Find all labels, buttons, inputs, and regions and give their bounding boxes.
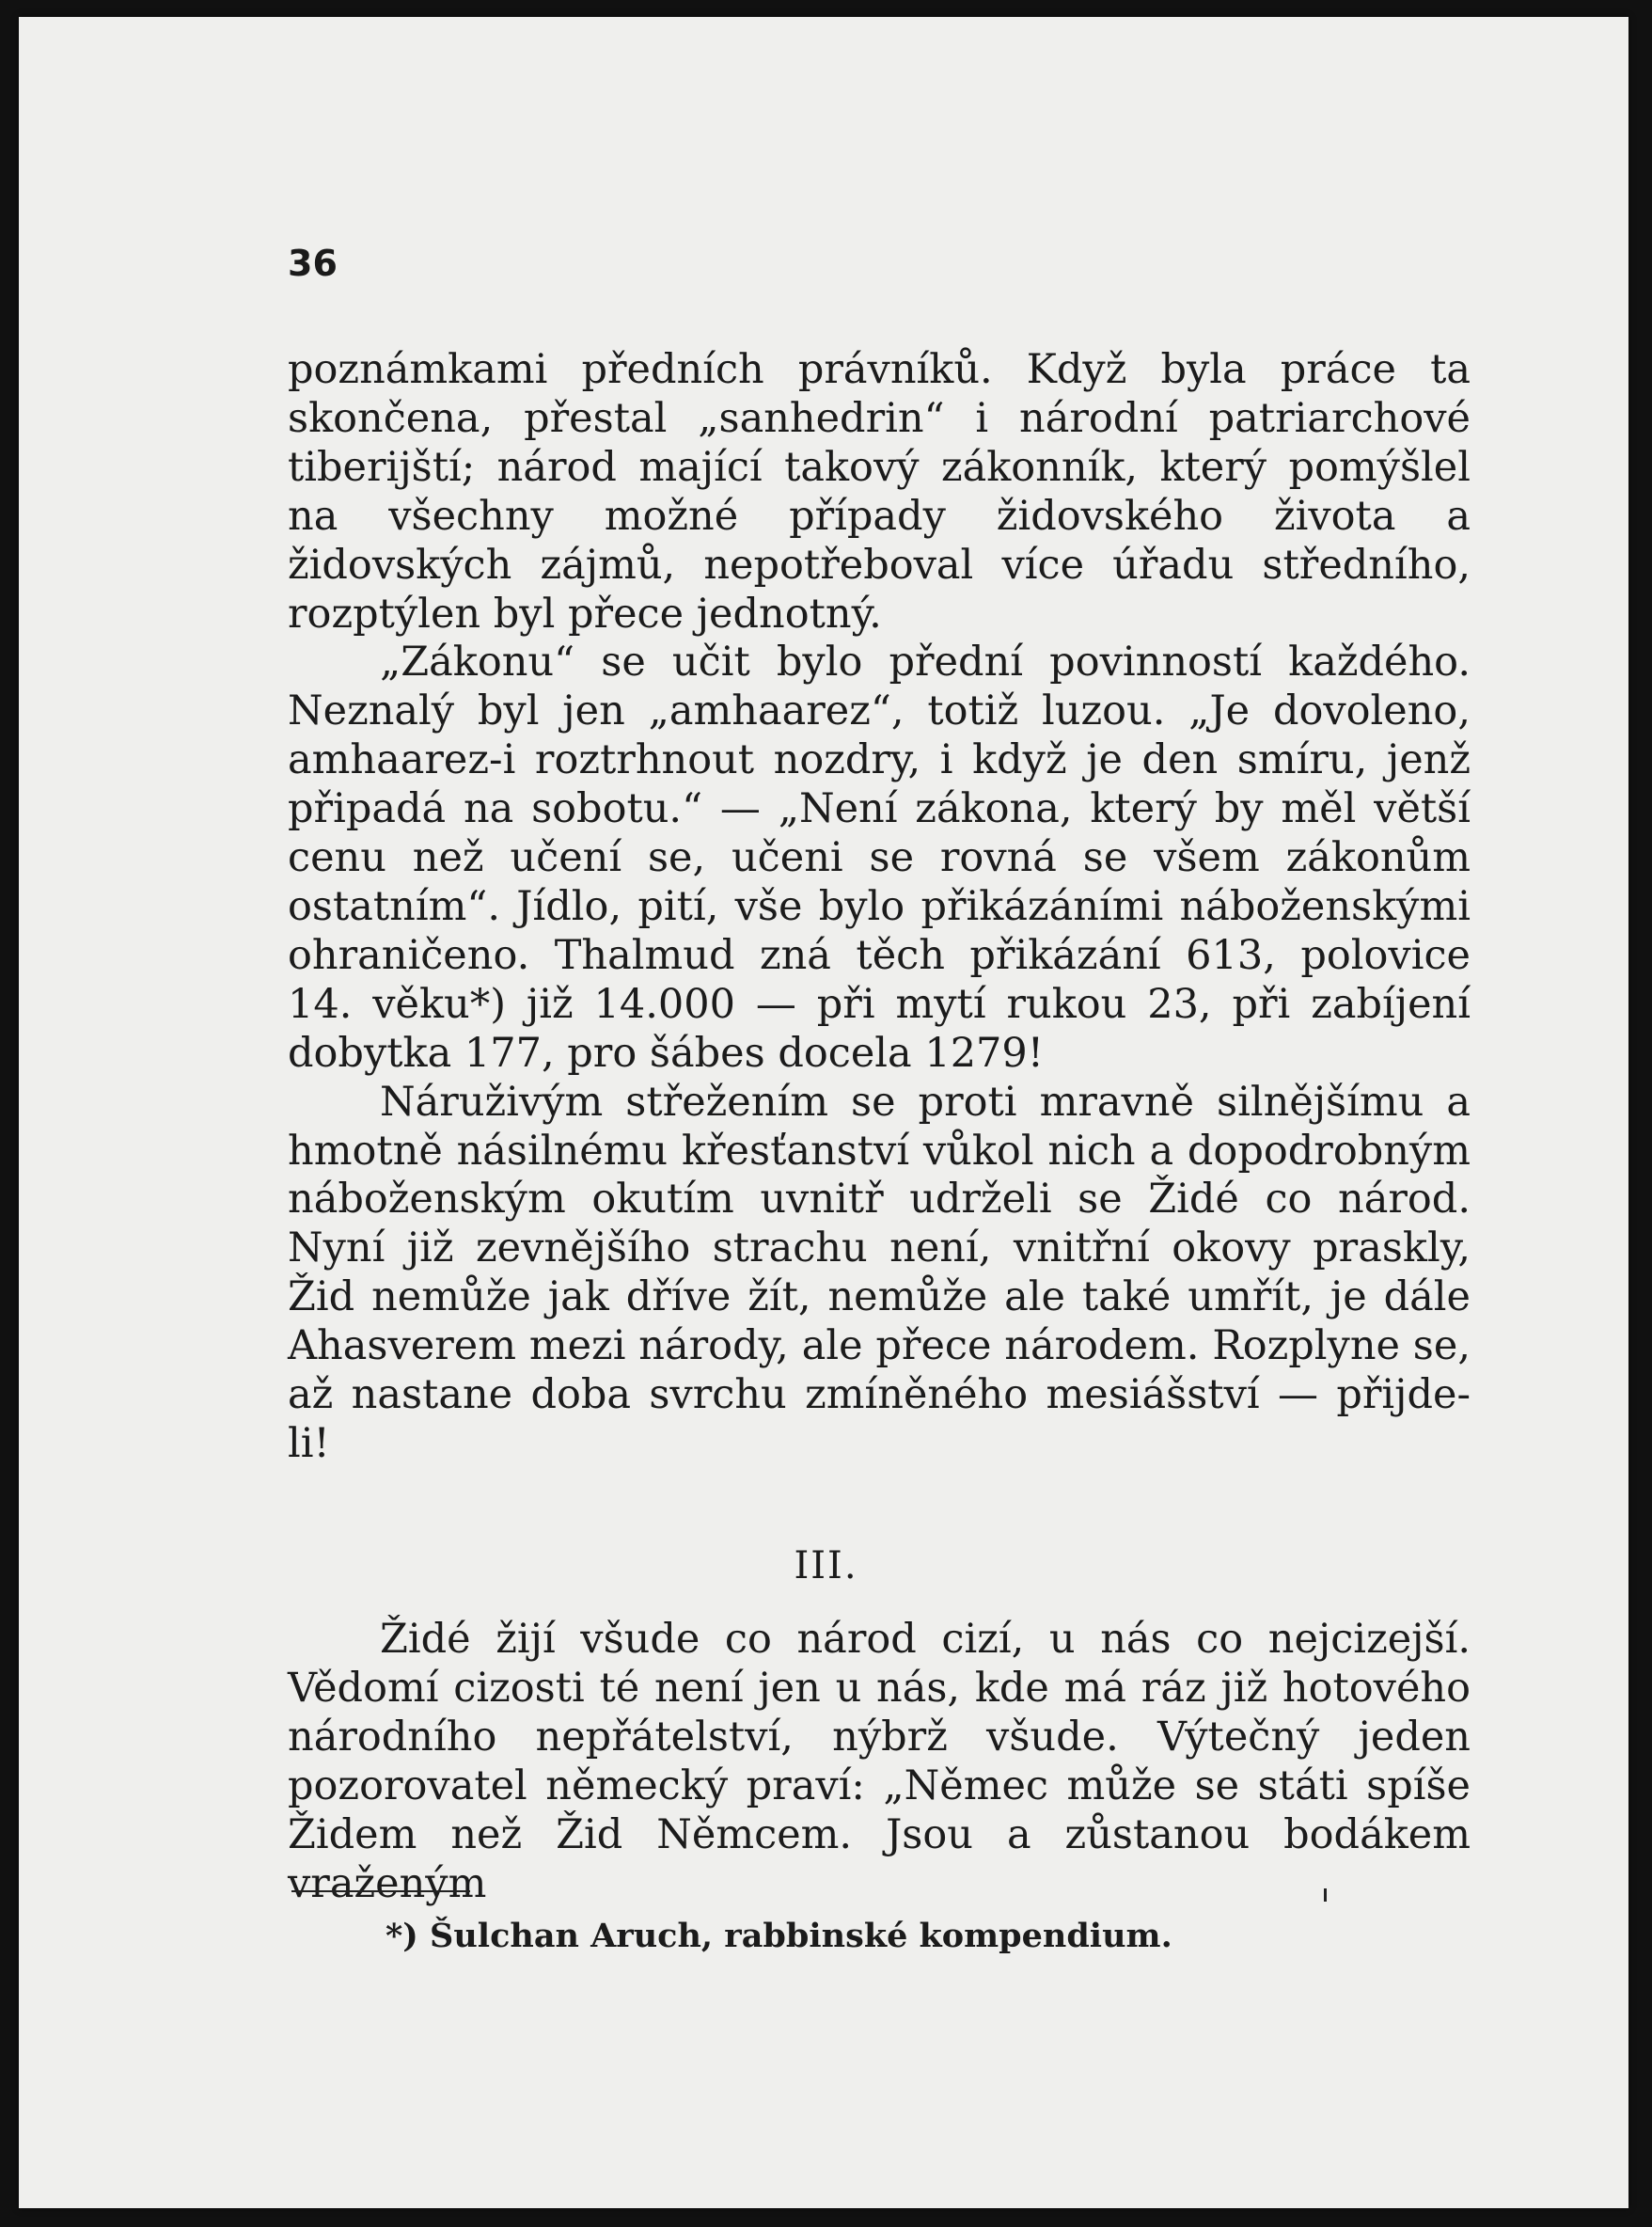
- paragraph-3: Náruživým střežením se proti mravně silnějšímu a hmotně násilnému křesťanství vůkol nich a dopodrobným náboženským okutím uvnitř udrželi se Židé co národ. Nyní již zevnějšího strachu není, vnitřní okovy praskly, Žid nemůže jak dříve žít, nemůže ale také umřít, je dále Ahasverem mezi národy, ale přece národem. Rozplyne se, až nastane doba svrchu zmíněného mesiášství — přijde-li!: [288, 1078, 1471, 1467]
- paragraph-2: „Zákonu“ se učit bylo přední povinností každého. Neznalý byl jen „amhaarez“, totiž luzou. „Je dovoleno, amhaarez-i roztrhnout nozdry, i když je den smíru, jenž připadá na sobotu.“ — „Není zákona, který by měl větší cenu než učení se, učeni se rovná se všem zákonům ostatním“. Jídlo, pití, vše bylo přikázáními náboženskými ohraničeno. Thalmud zná těch přikázání 613, polovice 14. věku*) již 14.000 — při mytí rukou 23, při zabíjení dobytka 177, pro šábes docela 1279!: [288, 639, 1471, 1077]
- main-text: [288, 346, 1471, 1469]
- paragraph-1: poznámkami předních právníků. Když byla práce ta skončena, přestal „sanhedrin“ i národní patriarchové tiberijští; národ mající takový zákonník, který pomýšlel na všechny možné případy židovského života a židovských zájmů, nepotřeboval více úřadu středního, rozptýlen byl přece jednotný.: [288, 346, 1471, 638]
- print-mark: [1324, 1888, 1327, 1902]
- section-paragraph: Židé žijí všude co národ cizí, u nás co nejcizejší. Vědomí cizosti té není jen u nás, kde má ráz již hotového národního nepřátelství, nýbrž všude. Výtečný jeden pozorovatel německý praví: „Němec může se státi spíše Židem než Žid Němcem. Jsou a zůstanou bodákem vraženým: [288, 1616, 1471, 1907]
- section-text: [288, 1616, 1471, 1908]
- footnote: *) Šulchan Aruch, rabbinské kompendium.: [385, 1917, 1172, 1955]
- section-heading: III.: [794, 1544, 858, 1587]
- page-number: 36: [288, 243, 338, 284]
- footnote-divider: [291, 1890, 470, 1892]
